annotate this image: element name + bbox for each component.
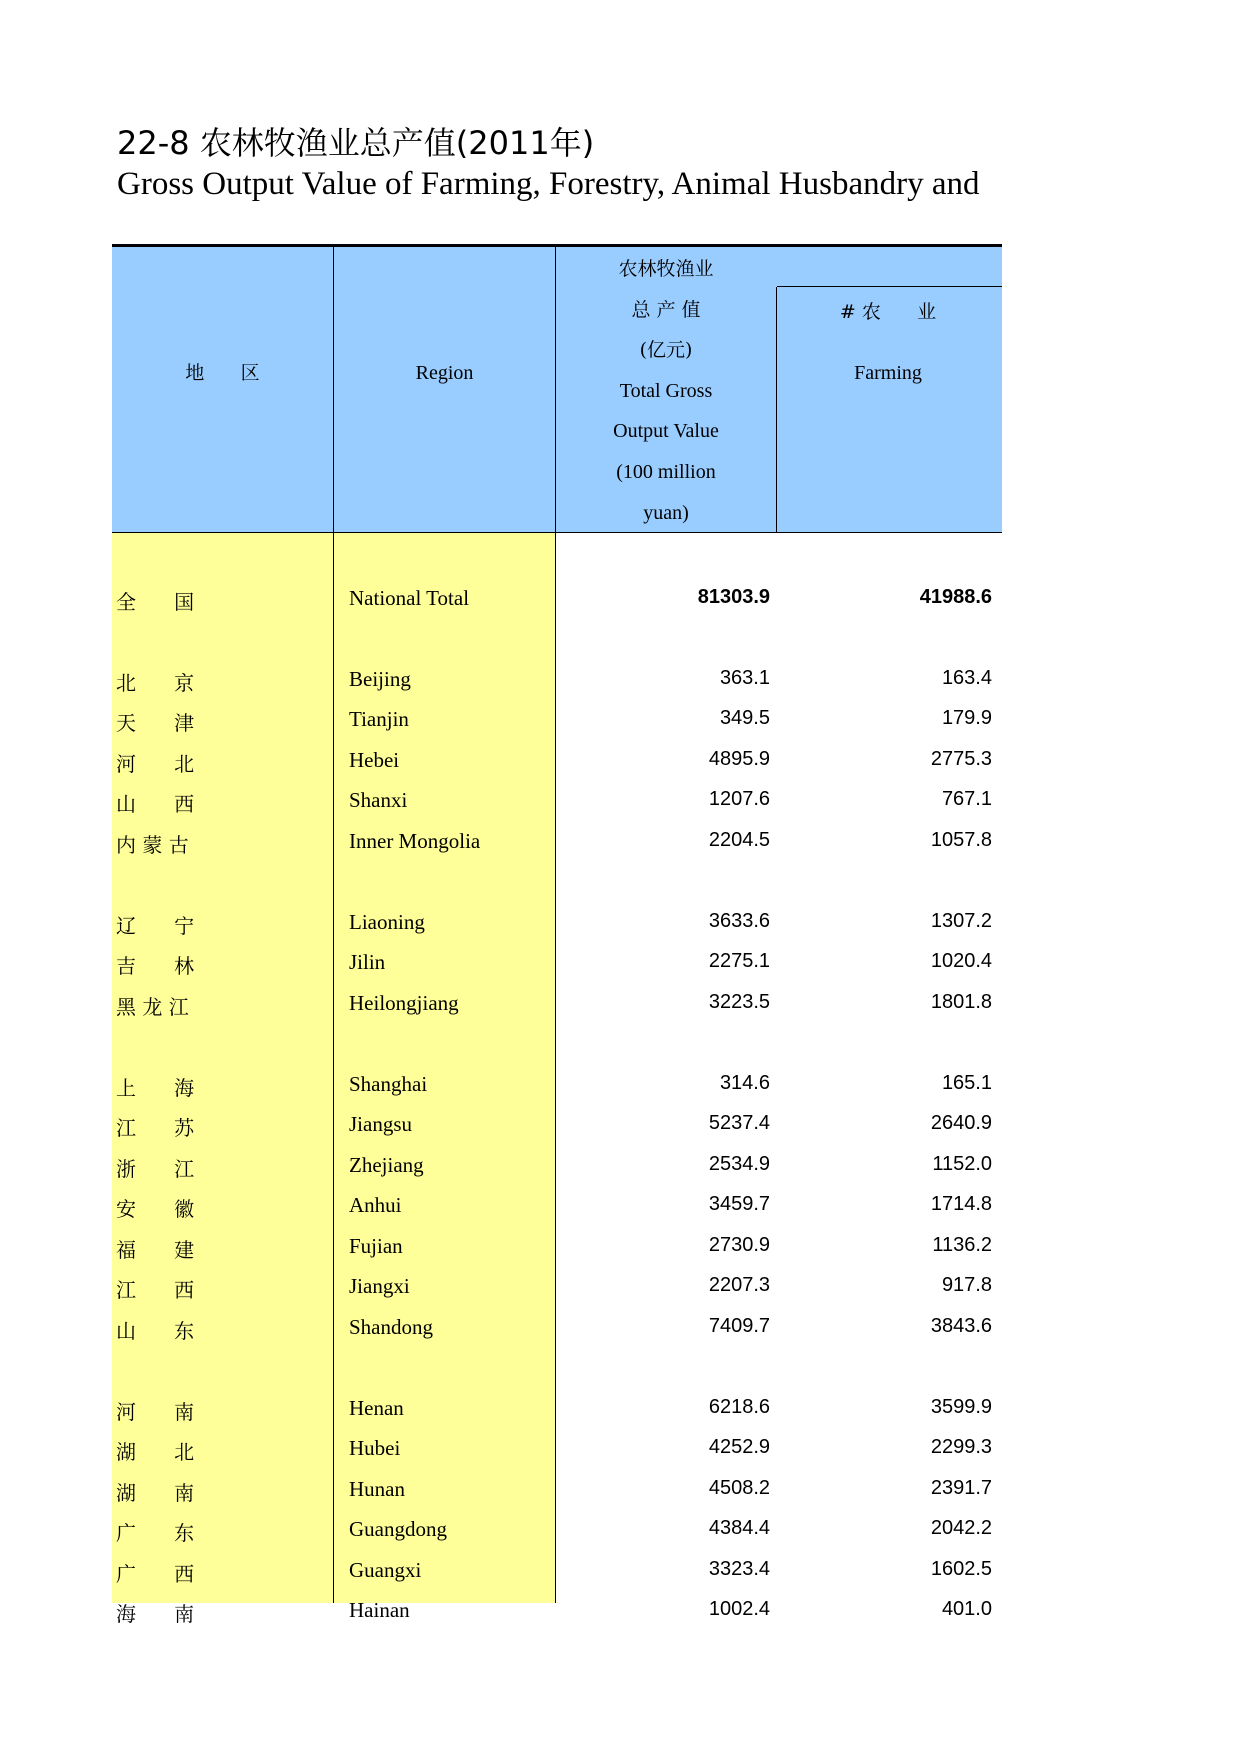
region-name-cn: 天 津 [116, 711, 195, 735]
table-row [112, 1550, 1002, 1591]
total-gross-output-value: 4384.4 [708, 1517, 770, 1539]
table-row [112, 1307, 1002, 1348]
region-name-cn: 山 西 [116, 792, 195, 816]
farming-value: 1307.2 [930, 909, 992, 932]
farming-value: 917.8 [941, 1274, 992, 1296]
table-row [112, 1104, 1002, 1145]
region-name-en: Inner Mongolia [349, 828, 481, 853]
region-name-cn: 安 徽 [116, 1197, 195, 1221]
total-gross-output-value: 2730.9 [708, 1233, 770, 1256]
table-row [112, 1469, 1002, 1510]
total-gross-output-value: 2204.5 [708, 828, 770, 851]
page-title-chinese: 22-8 农林牧渔业总产值(2011年) [117, 124, 595, 162]
table-row [112, 1509, 1002, 1550]
total-gross-output-value: 5237.4 [708, 1112, 770, 1134]
total-gross-output-value: 6218.6 [708, 1395, 770, 1418]
total-gross-output-value: 4895.9 [708, 747, 770, 770]
table-row [112, 1590, 1002, 1631]
table-row [112, 1428, 1002, 1469]
table-row [112, 1388, 1002, 1429]
total-gross-output-value: 363.1 [719, 666, 770, 689]
region-name-en: Hubei [349, 1436, 401, 1460]
region-name-en: Liaoning [349, 909, 425, 934]
table-row [112, 578, 1002, 619]
total-gross-output-value: 7409.7 [708, 1314, 770, 1337]
region-name-en: Zhejiang [349, 1152, 424, 1177]
region-name-cn: 上 海 [116, 1075, 195, 1100]
region-name-en: Shanxi [349, 788, 408, 812]
table-row [112, 780, 1002, 821]
region-name-cn: 北 京 [116, 670, 195, 695]
region-name-en: Hainan [349, 1598, 410, 1622]
region-name-en: Jilin [349, 950, 386, 974]
farming-value: 2775.3 [930, 747, 992, 770]
farming-value: 401.0 [941, 1598, 992, 1620]
table-row [112, 983, 1002, 1024]
table-row [112, 902, 1002, 943]
table-header [112, 247, 1002, 533]
region-name-en: Shanghai [349, 1071, 428, 1096]
total-gross-output-value: 3223.5 [708, 990, 770, 1013]
table-body [112, 533, 1002, 1626]
farming-value: 3599.9 [930, 1395, 992, 1418]
region-name-cn: 辽 宁 [116, 913, 195, 938]
farming-value: 163.4 [941, 666, 992, 689]
region-name-cn: 湖 北 [116, 1440, 195, 1464]
total-gross-output-value: 3633.6 [708, 909, 770, 932]
total-gross-output-value: 1002.4 [708, 1598, 770, 1620]
farming-value: 2640.9 [930, 1112, 992, 1134]
total-gross-output-value: 2207.3 [708, 1274, 770, 1296]
region-name-cn: 河 北 [116, 751, 195, 776]
farming-value: 2042.2 [930, 1517, 992, 1539]
region-name-en: National Total [349, 585, 470, 610]
region-name-en: Hunan [349, 1476, 405, 1501]
header-total-gross-output: 农林牧渔业 总 产 值 (亿元) Total Gross Output Value (100 million yuan) [613, 258, 719, 524]
farming-value: 2391.7 [930, 1476, 992, 1499]
region-name-en: Jiangxi [349, 1274, 410, 1298]
total-gross-output-value: 3323.4 [708, 1557, 770, 1580]
farming-value: 1057.8 [930, 828, 992, 851]
header-region-cn: 地 区 [185, 362, 260, 384]
table-row [112, 659, 1002, 700]
region-name-en: Tianjin [349, 707, 409, 731]
region-name-en: Shandong [349, 1314, 433, 1339]
header-region-en: Region [415, 362, 474, 384]
farming-value: 1152.0 [932, 1152, 992, 1175]
region-name-cn: 江 苏 [116, 1116, 195, 1140]
farming-value: 1714.8 [930, 1193, 992, 1215]
farming-value: 1136.2 [932, 1233, 992, 1256]
region-name-en: Hebei [349, 747, 400, 772]
table-row [112, 1185, 1002, 1226]
total-gross-output-value: 4508.2 [708, 1476, 770, 1499]
region-name-cn: 内 蒙 古 [116, 832, 189, 857]
region-name-cn: 河 南 [116, 1399, 195, 1424]
farming-value: 2299.3 [930, 1436, 992, 1458]
region-name-cn: 福 建 [116, 1237, 195, 1262]
farming-value: 1801.8 [930, 990, 992, 1013]
region-name-en: Heilongjiang [349, 990, 459, 1015]
region-name-cn: 江 西 [116, 1278, 195, 1302]
region-name-cn: 吉 林 [116, 954, 195, 978]
table-row [112, 1064, 1002, 1105]
farming-value: 3843.6 [930, 1314, 992, 1337]
farming-value: 179.9 [941, 707, 992, 729]
region-name-en: Jiangsu [349, 1112, 412, 1136]
region-name-en: Beijing [349, 666, 411, 691]
table-row [112, 821, 1002, 862]
farming-value: 1020.4 [930, 950, 992, 972]
subheader-divider [777, 286, 1002, 287]
region-name-cn: 海 南 [116, 1602, 195, 1626]
farming-value: 41988.6 [919, 585, 992, 608]
header-farming-en: Farming [854, 362, 922, 384]
table-row [112, 1226, 1002, 1267]
table-row [112, 942, 1002, 983]
region-name-en: Henan [349, 1395, 404, 1420]
data-table [112, 244, 1002, 1626]
farming-value: 767.1 [941, 788, 992, 810]
total-gross-output-value: 4252.9 [708, 1436, 770, 1458]
table-row [112, 740, 1002, 781]
table-row [112, 1266, 1002, 1307]
page-title-english: Gross Output Value of Farming, Forestry, Animal Husbandry and [117, 166, 980, 202]
farming-value: 1602.5 [930, 1557, 992, 1580]
table-row [112, 1145, 1002, 1186]
region-name-cn: 山 东 [116, 1318, 195, 1343]
total-gross-output-value: 2534.9 [708, 1152, 770, 1175]
total-gross-output-value: 349.5 [719, 707, 770, 729]
region-name-cn: 广 东 [116, 1521, 195, 1545]
region-name-en: Anhui [349, 1193, 402, 1217]
region-name-cn: 浙 江 [116, 1156, 195, 1181]
region-name-cn: 广 西 [116, 1561, 195, 1586]
total-gross-output-value: 81303.9 [697, 585, 770, 608]
table-row [112, 699, 1002, 740]
total-gross-output-value: 3459.7 [708, 1193, 770, 1215]
header-farming-cn: # 农 业 [839, 301, 937, 323]
total-gross-output-value: 314.6 [719, 1071, 770, 1094]
region-name-cn: 全 国 [116, 589, 195, 614]
region-name-cn: 黑 龙 江 [116, 994, 189, 1019]
total-gross-output-value: 2275.1 [708, 950, 770, 972]
region-name-en: Fujian [349, 1233, 403, 1258]
region-name-en: Guangdong [349, 1517, 447, 1541]
region-name-en: Guangxi [349, 1557, 422, 1582]
total-gross-output-value: 1207.6 [708, 788, 770, 810]
farming-value: 165.1 [941, 1071, 992, 1094]
region-name-cn: 湖 南 [116, 1480, 195, 1505]
